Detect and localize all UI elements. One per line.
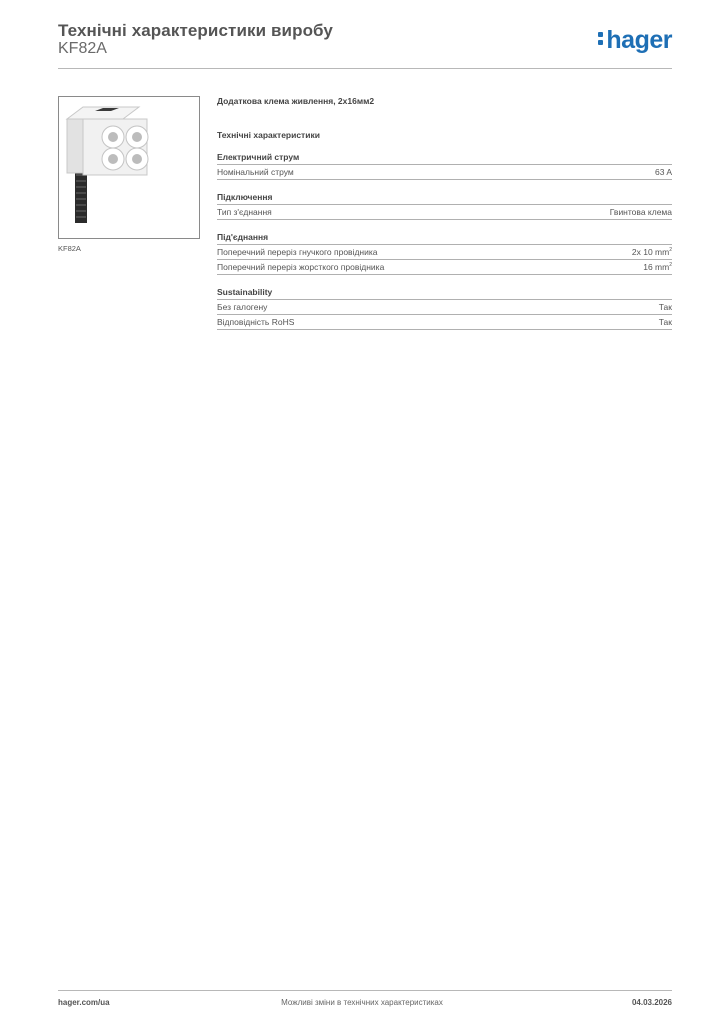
section-heading: Технічні характеристики	[217, 130, 320, 140]
row-name: Поперечний переріз гнучкого провідника	[217, 247, 378, 257]
spec-sheet	[217, 96, 672, 342]
product-name: Додаткова клема живлення, 2x16мм2	[217, 96, 375, 106]
product-image	[58, 96, 200, 239]
row-name: Номінальний струм	[217, 167, 294, 177]
footer-website-link[interactable]: hager.com/ua	[58, 998, 110, 1007]
row-value: 63 A	[654, 167, 672, 177]
row-value-text: 16 mm	[643, 262, 670, 272]
row-name: Поперечний переріз жорсткого провідника	[217, 262, 385, 272]
group-label: Sustainability	[217, 287, 672, 300]
row-value-sup: 2	[669, 262, 672, 268]
header-divider	[58, 68, 672, 69]
group-wiring	[217, 232, 672, 275]
row-name: Тип з'єднання	[217, 207, 272, 217]
footer-date: 04.03.2026	[631, 998, 672, 1007]
logo-text: hager	[606, 26, 672, 54]
footer-divider	[58, 990, 672, 991]
row-value	[643, 262, 672, 272]
group-connection	[217, 192, 672, 220]
row-value: Так	[658, 317, 672, 327]
product-code: KF82A	[58, 40, 107, 57]
group-sustainability	[217, 287, 672, 330]
group-label: Електричний струм	[217, 152, 672, 165]
table-row	[217, 205, 672, 220]
row-value-sup: 2	[669, 247, 672, 253]
row-name: Відповідність RoHS	[217, 317, 295, 327]
logo-colon-icon	[598, 29, 604, 47]
row-name: Без галогену	[217, 302, 268, 312]
table-row	[217, 165, 672, 180]
footer-notice: Можливі зміни в технічних характеристиках	[281, 998, 443, 1007]
table-row	[217, 260, 672, 275]
table-row	[217, 300, 672, 315]
group-electric-current	[217, 152, 672, 180]
row-value: Гвинтова клема	[609, 207, 672, 217]
terminal-block-icon	[59, 97, 199, 238]
row-value-text: 2x 10 mm	[631, 247, 670, 257]
row-value: Так	[658, 302, 672, 312]
group-label: Підключення	[217, 192, 672, 205]
product-caption: KF82A	[58, 244, 81, 253]
table-row	[217, 315, 672, 330]
page-title: Технічні характеристики виробу	[58, 21, 333, 40]
hager-logo[interactable]	[598, 28, 672, 53]
row-value	[632, 247, 672, 257]
group-label: Під'єднання	[217, 232, 672, 245]
table-row	[217, 245, 672, 260]
